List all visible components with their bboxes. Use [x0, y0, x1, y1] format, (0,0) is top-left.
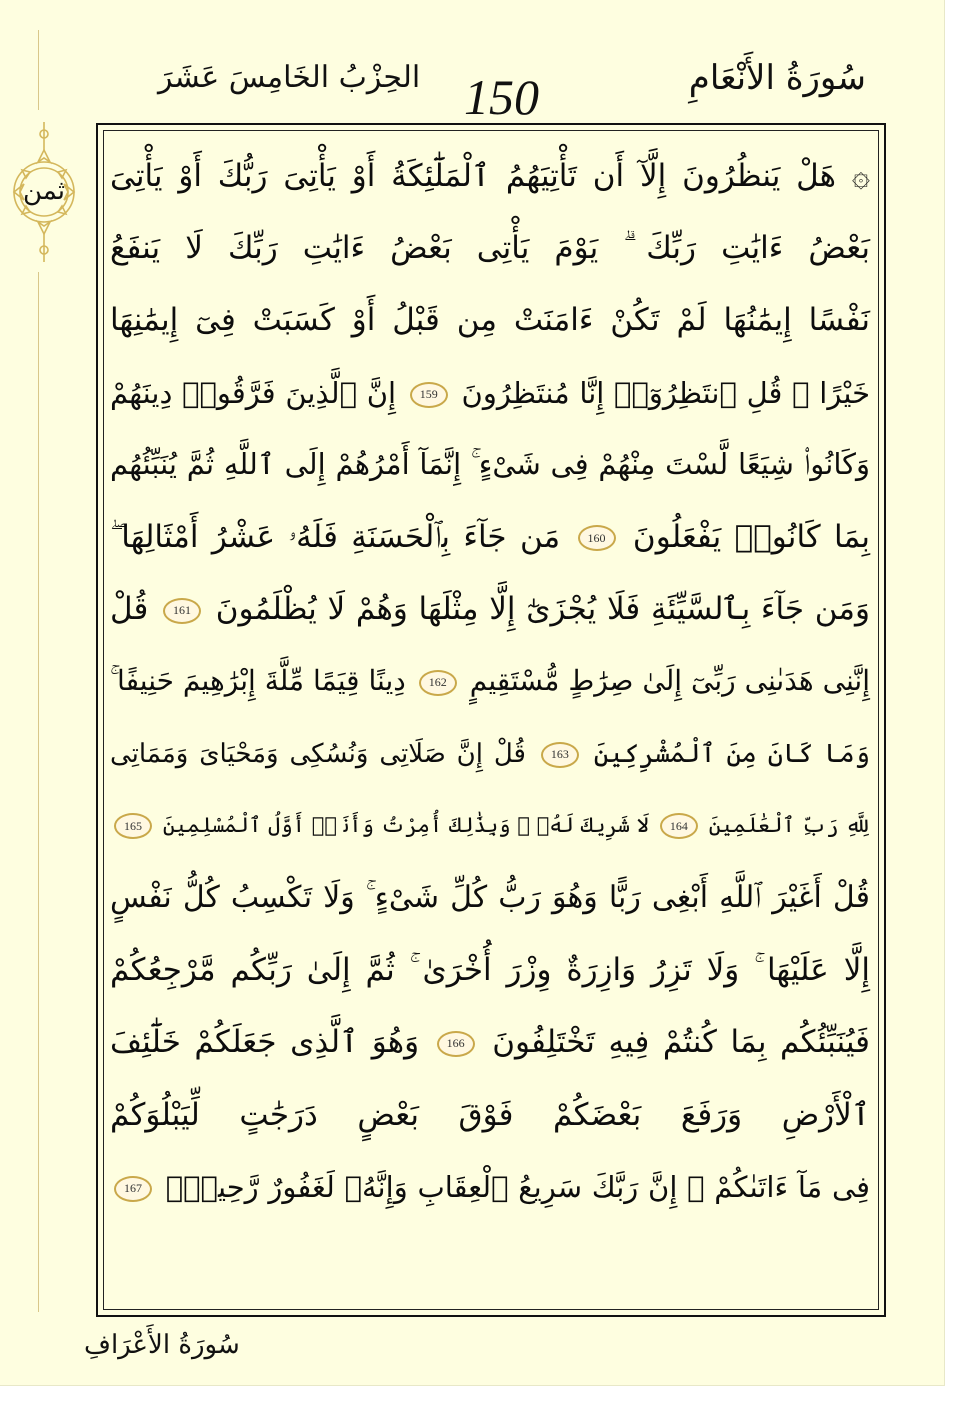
verse-segment: قُلْ أَغَيْرَ ٱللَّهِ أَبْغِى رَبًّا وَهُوَ رَبُّ كُلِّ شَىْءٍ ۚ وَلَا تَكْسِبُ كُلُّ نَفْسٍ	[110, 880, 870, 916]
verse-line-text	[110, 1170, 870, 1204]
thumn-label: ثمن	[22, 176, 66, 206]
header-hizb-name: الحِزْبُ الخَامِسَ عَشَرَ	[158, 60, 421, 95]
verse-line-text	[110, 739, 870, 769]
thumn-marker	[6, 112, 82, 272]
verse-line-text	[110, 664, 870, 698]
verse-line	[110, 429, 870, 501]
ayah-number-marker: 166	[437, 1031, 475, 1057]
verse-segment: وَمَا كَانَ مِنَ ٱلْمُشْرِكِينَ	[593, 738, 871, 769]
ayah-number-marker: 164	[660, 813, 698, 839]
verse-line-text	[110, 813, 870, 840]
verse-line	[110, 1006, 870, 1078]
header-surah-name: سُورَةُ الأَنْعَامِ	[688, 58, 866, 98]
ayah-number-marker: 160	[578, 525, 616, 551]
verse-line	[110, 862, 870, 934]
verse-line-text	[110, 519, 870, 556]
verse-line	[110, 645, 870, 717]
verse-line	[110, 718, 870, 790]
verse-line-text	[110, 1097, 870, 1133]
verse-segment: مَن جَآءَ بِٱلْحَسَنَةِ فَلَهُۥ عَشْرُ أَمْثَالِهَا ۖ	[110, 518, 561, 555]
verse-segment: ٱلْأَرْضِ وَرَفَعَ بَعْضَكُمْ فَوْقَ بَعْضٍ دَرَجَٰتٍ لِّيَبْلُوَكُمْ	[110, 1096, 870, 1133]
verse-line-text	[110, 952, 870, 989]
ayah-number-marker: 165	[114, 813, 152, 839]
verse-line	[110, 501, 870, 573]
verse-line-text	[110, 880, 870, 915]
verse-line	[110, 1151, 870, 1223]
page-header	[96, 52, 886, 125]
verse-line	[110, 212, 870, 284]
ayah-number-marker: 161	[163, 598, 201, 624]
verse-line-text	[110, 1024, 870, 1060]
verse-line	[110, 140, 870, 212]
page-number: 150	[464, 69, 539, 125]
ayah-number-marker: 167	[114, 1176, 152, 1202]
verse-segment: قُلْ	[110, 591, 149, 628]
verse-line	[110, 1078, 870, 1150]
verse-line-text	[110, 447, 870, 482]
footer-next-surah: سُورَةُ الأَعْرَافِ	[84, 1330, 240, 1360]
verse-segment: وَكَانُوا۟ شِيَعًا لَّسْتَ مِنْهُمْ فِى شَىْءٍ ۚ إِنَّمَآ أَمْرُهُمْ إِلَى ٱللَّهِ ثُمَّ يُنَبِّئُهُم	[110, 447, 870, 482]
verse-line-text	[110, 158, 870, 194]
verse-line	[110, 573, 870, 645]
verse-segment: ۞ هَلْ يَنظُرُونَ إِلَّآ أَن تَأْتِيَهُمُ ٱلْمَلَٰٓئِكَةُ أَوْ يَأْتِىَ رَبُّكَ أَوْ يَأْتِىَ	[110, 158, 870, 195]
verse-segment: إِلَّا عَلَيْهَا ۚ وَلَا تَزِرُ وَازِرَةٌ وِزْرَ أُخْرَىٰ ۚ ثُمَّ إِلَىٰ رَبِّكُم مَّرْجِعُكُمْ	[110, 951, 870, 988]
verse-line	[110, 357, 870, 429]
verse-segment: دِينًا قِيَمًا مِّلَّةَ إِبْرَٰهِيمَ حَنِيفًا ۚ	[110, 664, 406, 698]
margin-rule-bottom	[38, 272, 39, 1312]
verse-line	[110, 934, 870, 1006]
verse-segment: وَهُوَ ٱلَّذِى جَعَلَكُمْ خَلَٰٓئِفَ	[110, 1024, 420, 1061]
verse-segment: خَيْرًا ۗ قُلِ ٱنتَظِرُوٓا۟ إِنَّا مُنتَظِرُونَ	[461, 375, 871, 410]
verse-segment: نَفْسًا إِيمَٰنُهَا لَمْ تَكُنْ ءَامَنَتْ مِن قَبْلُ أَوْ كَسَبَتْ فِىٓ إِيمَٰنِهَا	[110, 302, 870, 339]
verse-segment: قُلْ إِنَّ صَلَاتِى وَنُسُكِى وَمَحْيَاىَ وَمَمَاتِى	[110, 738, 526, 769]
verse-segment: لِلَّهِ رَبِّ ٱلْعَٰلَمِينَ	[708, 812, 870, 837]
verse-segment: إِنَّنِى هَدَىٰنِى رَبِّىٓ إِلَىٰ صِرَٰطٍ مُّسْتَقِيمٍ	[469, 664, 871, 698]
verse-line-text	[110, 302, 870, 338]
verse-line	[110, 284, 870, 356]
verse-segment: بِمَا كَانُوا۟ يَفْعَلُونَ	[632, 518, 870, 555]
verse-lines	[110, 140, 870, 1223]
verse-line	[110, 790, 870, 862]
verse-segment: وَمَن جَآءَ بِٱلسَّيِّئَةِ فَلَا يُجْزَىٰٓ إِلَّا مِثْلَهَا وَهُمْ لَا يُظْلَمُونَ	[215, 591, 870, 628]
verse-line-text	[110, 230, 870, 267]
verse-segment: فَيُنَبِّئُكُم بِمَا كُنتُمْ فِيهِ تَخْتَلِفُونَ	[492, 1024, 870, 1061]
ayah-number-marker: 162	[419, 670, 457, 696]
verse-segment: لَا شَرِيكَ لَهُۥ ۖ وَبِذَٰلِكَ أُمِرْتُ وَأَنَا۠ أَوَّلُ ٱلْمُسْلِمِينَ	[162, 812, 650, 837]
verse-line-text	[110, 376, 870, 410]
ayah-number-marker: 163	[541, 742, 579, 768]
margin-rule-top	[38, 30, 39, 110]
ayah-number-marker: 159	[410, 382, 448, 408]
verse-segment: إِنَّ ٱلَّذِينَ فَرَّقُوا۟ دِينَهُمْ	[110, 375, 397, 410]
verse-line-text	[110, 591, 870, 627]
verse-segment: بَعْضُ ءَايَٰتِ رَبِّكَ ۗ يَوْمَ يَأْتِى بَعْضُ ءَايَٰتِ رَبِّكَ لَا يَنفَعُ	[110, 229, 870, 266]
verse-segment: فِى مَآ ءَاتَىٰكُمْ ۗ إِنَّ رَبَّكَ سَرِيعُ ٱلْعِقَابِ وَإِنَّهُۥ لَغَفُورٌ رَّحِيمٌۢ	[165, 1169, 870, 1204]
